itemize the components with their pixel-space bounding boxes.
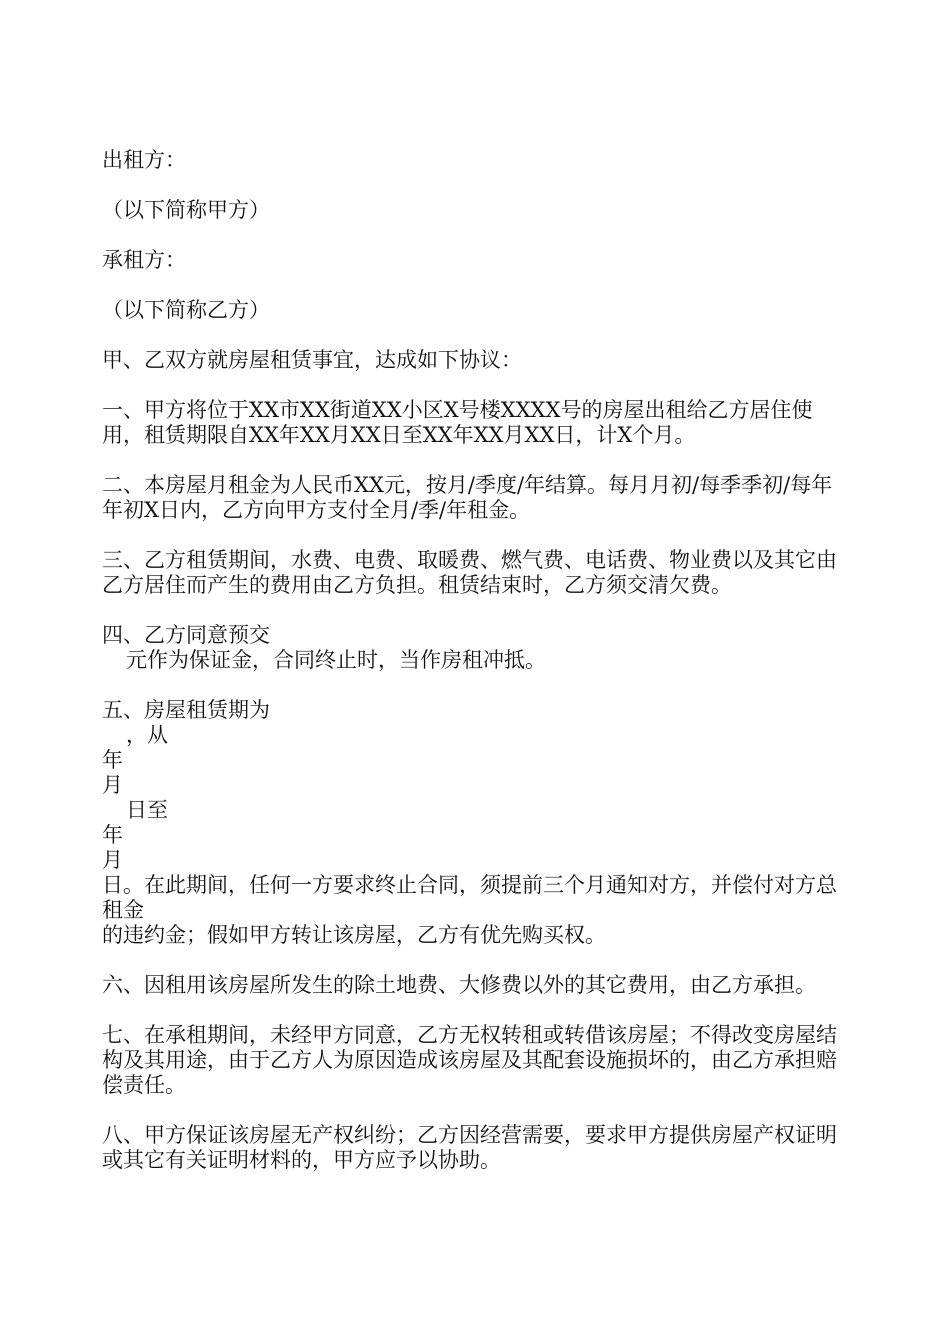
lessor-label: 出租方： — [102, 148, 186, 172]
clause-2: 二、本房屋月租金为人民币XX元，按月/季度/年结算。每月月初/每季季初/每年年初X日内，乙方向甲方支付全月/季/年租金。 — [102, 473, 833, 522]
clause-5-line-9: 的违约金；假如甲方转让该房屋，乙方有优先购买权。 — [102, 923, 606, 947]
contract-page — [102, 148, 852, 1173]
clause-5-line-2: ，从 — [126, 723, 168, 747]
clause-7: 七、在承租期间，未经甲方同意，乙方无权转租或转借该房屋；不得改变房屋结构及其用途，由于乙方人为原因造成该房屋及其配套设施损坏的，由乙方承担赔偿责任。 — [102, 1023, 837, 1097]
clause-5-line-3: 年 — [102, 748, 123, 772]
clause-5 — [102, 698, 852, 948]
clause-5-line-5: 日至 — [126, 798, 168, 822]
agreement-intro: 甲、乙双方就房屋租赁事宜，达成如下协议： — [102, 348, 522, 372]
clause-5-line-7: 月 — [102, 848, 123, 872]
clause-5-line-8: 日。在此期间，任何一方要求终止合同，须提前三个月通知对方，并偿付对方总租金 — [102, 873, 837, 922]
clause-1: 一、甲方将位于XX市XX街道XX小区X号楼XXXX号的房屋出租给乙方居住使用，租赁期限自XX年XX月XX日至XX年XX月XX日，计X个月。 — [102, 398, 813, 447]
clause-5-line-4: 月 — [102, 773, 123, 797]
clause-4 — [102, 623, 852, 673]
lessee-note: （以下简称乙方） — [102, 298, 270, 322]
clause-6: 六、因租用该房屋所发生的除土地费、大修费以外的其它费用，由乙方承担。 — [102, 973, 816, 997]
lessor-note: （以下简称甲方） — [102, 198, 270, 222]
clause-3: 三、乙方租赁期间，水费、电费、取暖费、燃气费、电话费、物业费以及其它由乙方居住而产生的费用由乙方负担。租赁结束时，乙方须交清欠费。 — [102, 548, 837, 597]
lessee-label: 承租方： — [102, 248, 186, 272]
clause-8: 八、甲方保证该房屋无产权纠纷；乙方因经营需要，要求甲方提供房屋产权证明或其它有关证明材料的，甲方应予以协助。 — [102, 1123, 837, 1172]
clause-4-line-2: 元作为保证金，合同终止时，当作房租冲抵。 — [126, 648, 546, 672]
clause-4-line-1: 四、乙方同意预交 — [102, 623, 270, 647]
clause-5-line-1: 五、房屋租赁期为 — [102, 698, 270, 722]
clause-5-line-6: 年 — [102, 823, 123, 847]
